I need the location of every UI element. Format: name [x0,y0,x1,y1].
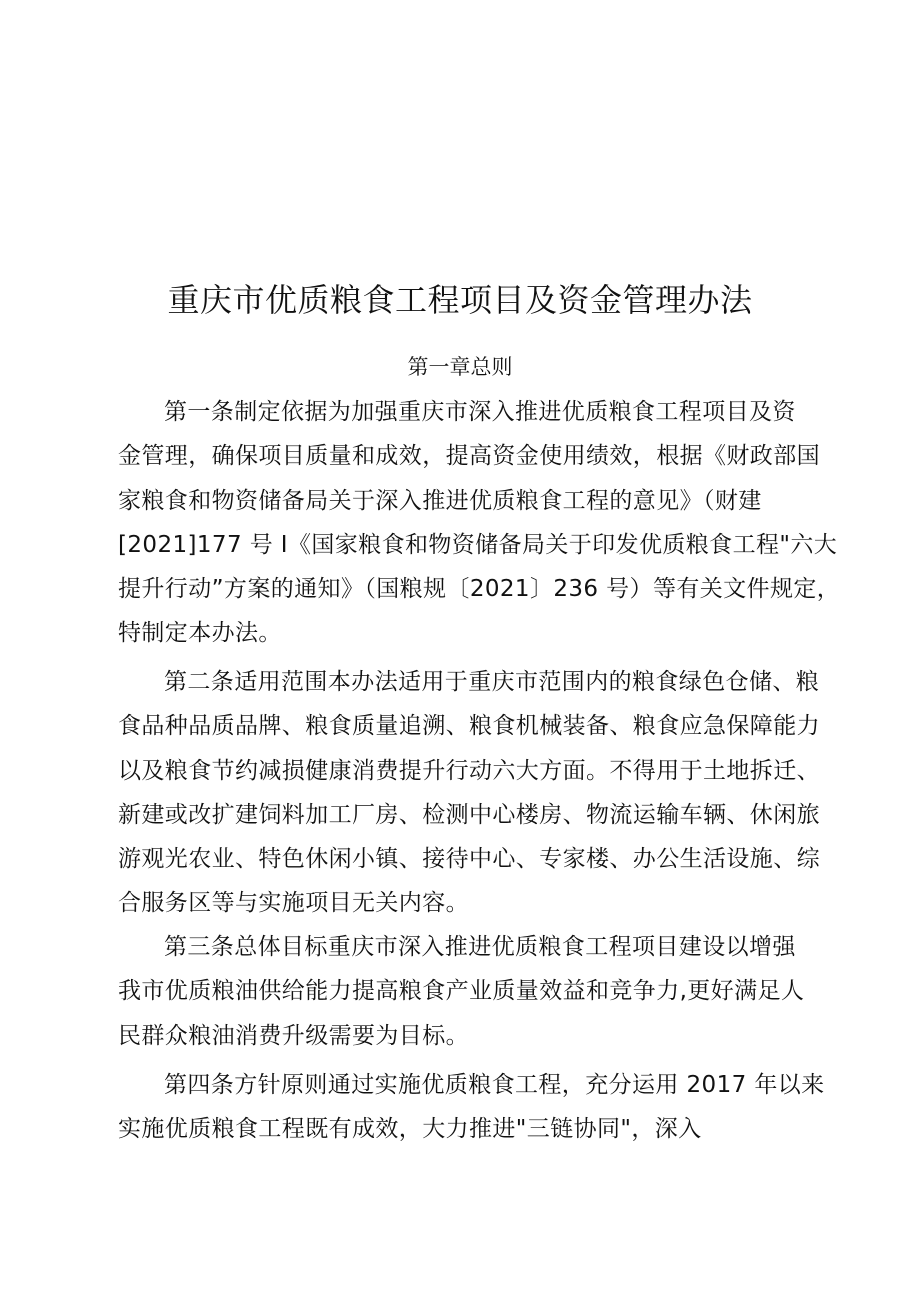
chapter-heading: 第一章总则 [407,355,513,379]
paragraph-line: 第二条适用范围本办法适用于重庆市范围内的粮食绿色仓储、粮 [164,669,820,695]
paragraph-line: 民群众粮油消费升级需要为目标。 [118,1022,469,1049]
paragraph-line: 合服务区等与实施项目无关内容。 [118,890,469,917]
paragraph-line: 游观光农业、特色休闲小镇、接待中心、专家楼、办公生活设施、综 [118,846,820,873]
paragraph-line: 食品种品质品牌、粮食质量追溯、粮食机械装备、粮食应急保障能力 [118,713,820,740]
document-title: 重庆市优质粮食工程项目及资金管理办法 [167,281,753,320]
paragraph-line: 家粮食和物资储备局关于深入推进优质粮食工程的意见》（财建 [118,487,762,514]
paragraph-line: 实施优质粮食工程既有成效，大力推进"三链协同"，深入 [118,1116,702,1143]
paragraph-line: 第一条制定依据为加强重庆市深入推进优质粮食工程项目及资 [164,399,796,425]
article-1-paragraph [118,390,841,656]
paragraph-line: 新建或改扩建饲料加工厂房、检测中心楼房、物流运输车辆、休闲旅 [118,801,820,828]
paragraph-line: 提升行动”方案的通知》（国粮规〔2021〕236 号）等有关文件规定， [118,576,841,603]
article-4-paragraph [118,1063,825,1152]
article-3-paragraph [118,925,818,1058]
paragraph-line: 我市优质粮油供给能力提高粮食产业质量效益和竞争力,更好满足人 [118,978,805,1005]
paragraph-line: 特制定本办法。 [118,620,282,647]
paragraph-line: 以及粮食节约减损健康消费提升行动六大方面。不得用于土地拆迁、 [118,757,820,784]
article-2-paragraph [118,660,818,926]
paragraph-line: 金管理，确保项目质量和成效，提高资金使用绩效，根据《财政部国 [118,443,820,470]
paragraph-line: 第三条总体目标重庆市深入推进优质粮食工程项目建设以增强 [164,934,796,960]
paragraph-line: 第四条方针原则通过实施优质粮食工程，充分运用 2017 年以来 [164,1072,825,1098]
paragraph-line: [2021]177 号 I《国家粮食和物资储备局关于印发优质粮食工程"六大 [118,531,838,558]
